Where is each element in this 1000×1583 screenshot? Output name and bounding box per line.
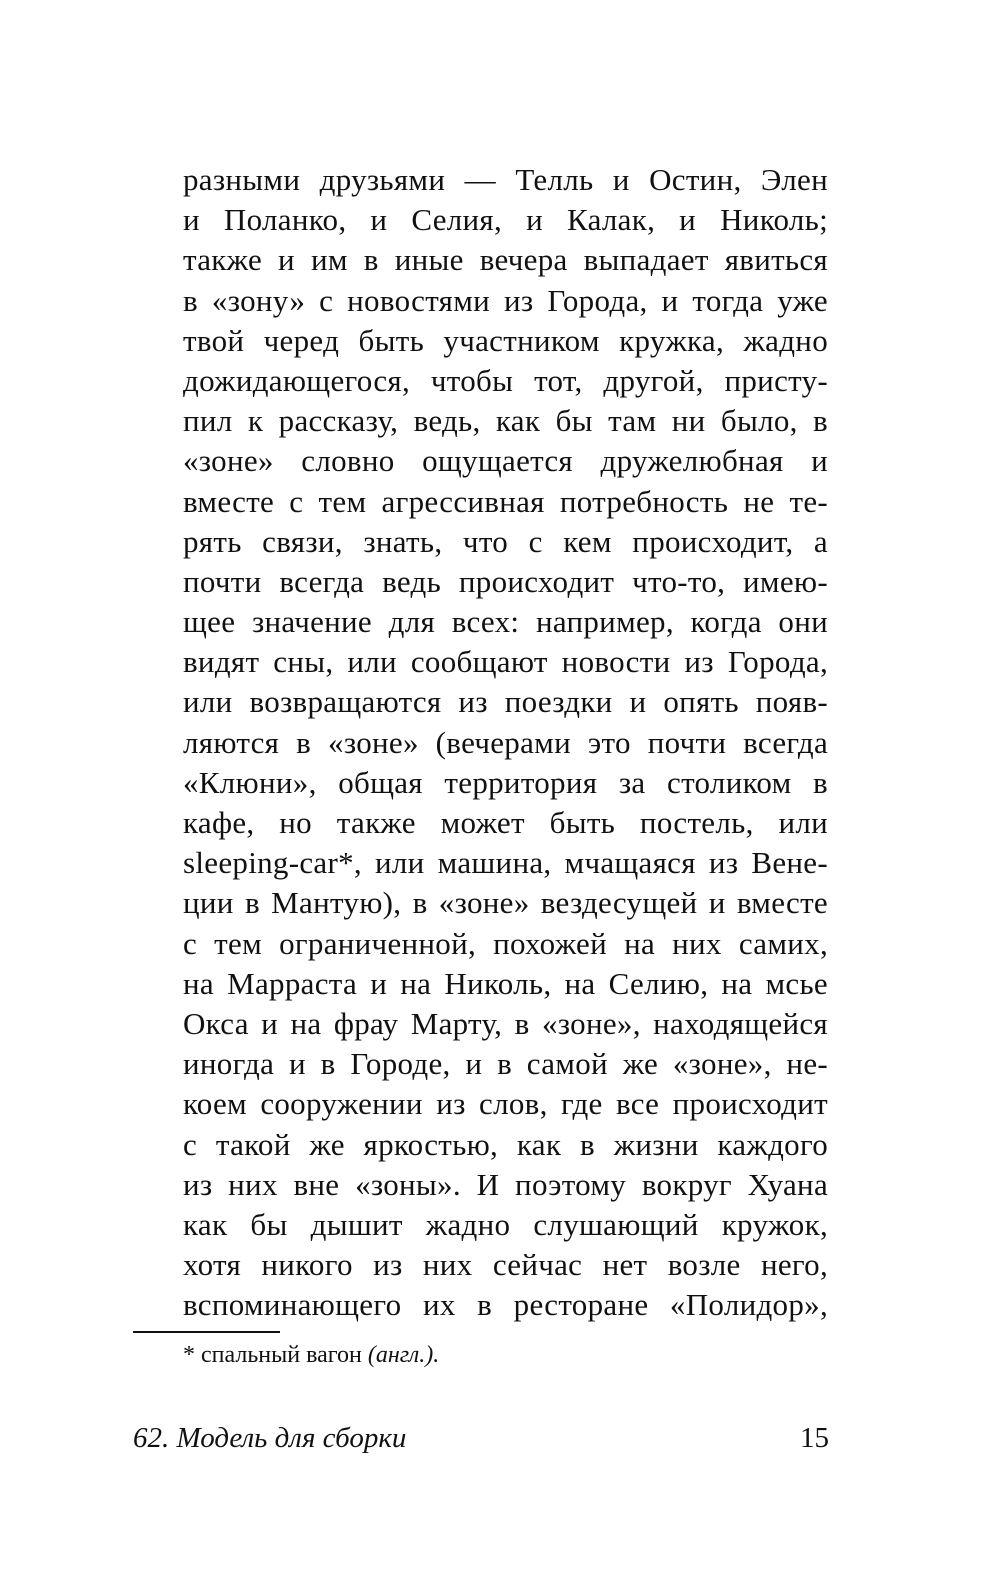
text-line: ляются в «зоне» (вечерами это почти всегда [183, 724, 828, 760]
text-line: sleeping-car*, или машина, мчащаяся из Вене- [183, 845, 828, 881]
text-line: почти всегда ведь происходит что-то, имею- [183, 563, 828, 599]
text-line: также и им в иные вечера выпадает явиться [183, 242, 828, 278]
body-text [183, 160, 828, 1325]
text-line: Окса и на фрау Марту, в «зоне», находящейся [183, 1005, 828, 1041]
text-line: с тем ограниченной, похожей на них самих, [183, 925, 828, 961]
text-line: ции в Мантую), в «зоне» вездесущей и вместе [183, 885, 828, 921]
text-line: щее значение для всех: например, когда они [183, 604, 828, 640]
text-line: как бы дышит жадно слушающий кружок, [183, 1206, 828, 1242]
footnote-language-abbr: (англ.). [367, 1342, 440, 1368]
text-line: хотя никого из них сейчас нет возле него, [183, 1247, 828, 1283]
text-line: и Поланко, и Селия, и Калак, и Николь; [183, 202, 828, 238]
text-line: «Клюни», общая территория за столиком в [183, 764, 828, 800]
footnote [183, 1338, 439, 1372]
text-line: или возвращаются из поездки и опять появ- [183, 684, 828, 720]
text-line: коем сооружении из слов, где все происходит [183, 1086, 828, 1122]
text-line: в «зону» с новостями из Города, и тогда уже [183, 282, 828, 318]
text-line: с такой же яркостью, как в жизни каждого [183, 1126, 828, 1162]
text-line: пил к рассказу, ведь, как бы там ни было, в [183, 403, 828, 439]
text-line: рять связи, знать, что с кем происходит, а [183, 523, 828, 559]
footnote-marker: * [183, 1342, 195, 1368]
text-line: разными друзьями — Телль и Остин, Элен [183, 162, 828, 197]
running-footer-title: 62. Модель для сборки [133, 1422, 407, 1454]
text-line: вспоминающего их в ресторане «Полидор», [183, 1287, 828, 1323]
page-number: 15 [800, 1422, 829, 1454]
text-line: видят сны, или сообщают новости из Города, [183, 644, 828, 680]
text-line: твой черед быть участником кружка, жадно [183, 322, 828, 358]
text-line: кафе, но также может быть постель, или [183, 805, 828, 840]
text-line: из них вне «зоны». И поэтому вокруг Хуана [183, 1166, 828, 1202]
text-line: вместе с тем агрессивная потребность не те- [183, 483, 828, 519]
text-line: иногда и в Городе, и в самой же «зоне», не- [183, 1046, 828, 1082]
footnote-divider [133, 1331, 280, 1333]
footnote-text: спальный вагон [201, 1342, 362, 1368]
text-line: «зоне» словно ощущается дружелюбная и [183, 443, 828, 479]
text-line: на Марраста и на Николь, на Селию, на мсье [183, 965, 828, 1001]
text-line: дожидающегося, чтобы тот, другой, присту- [183, 362, 828, 398]
